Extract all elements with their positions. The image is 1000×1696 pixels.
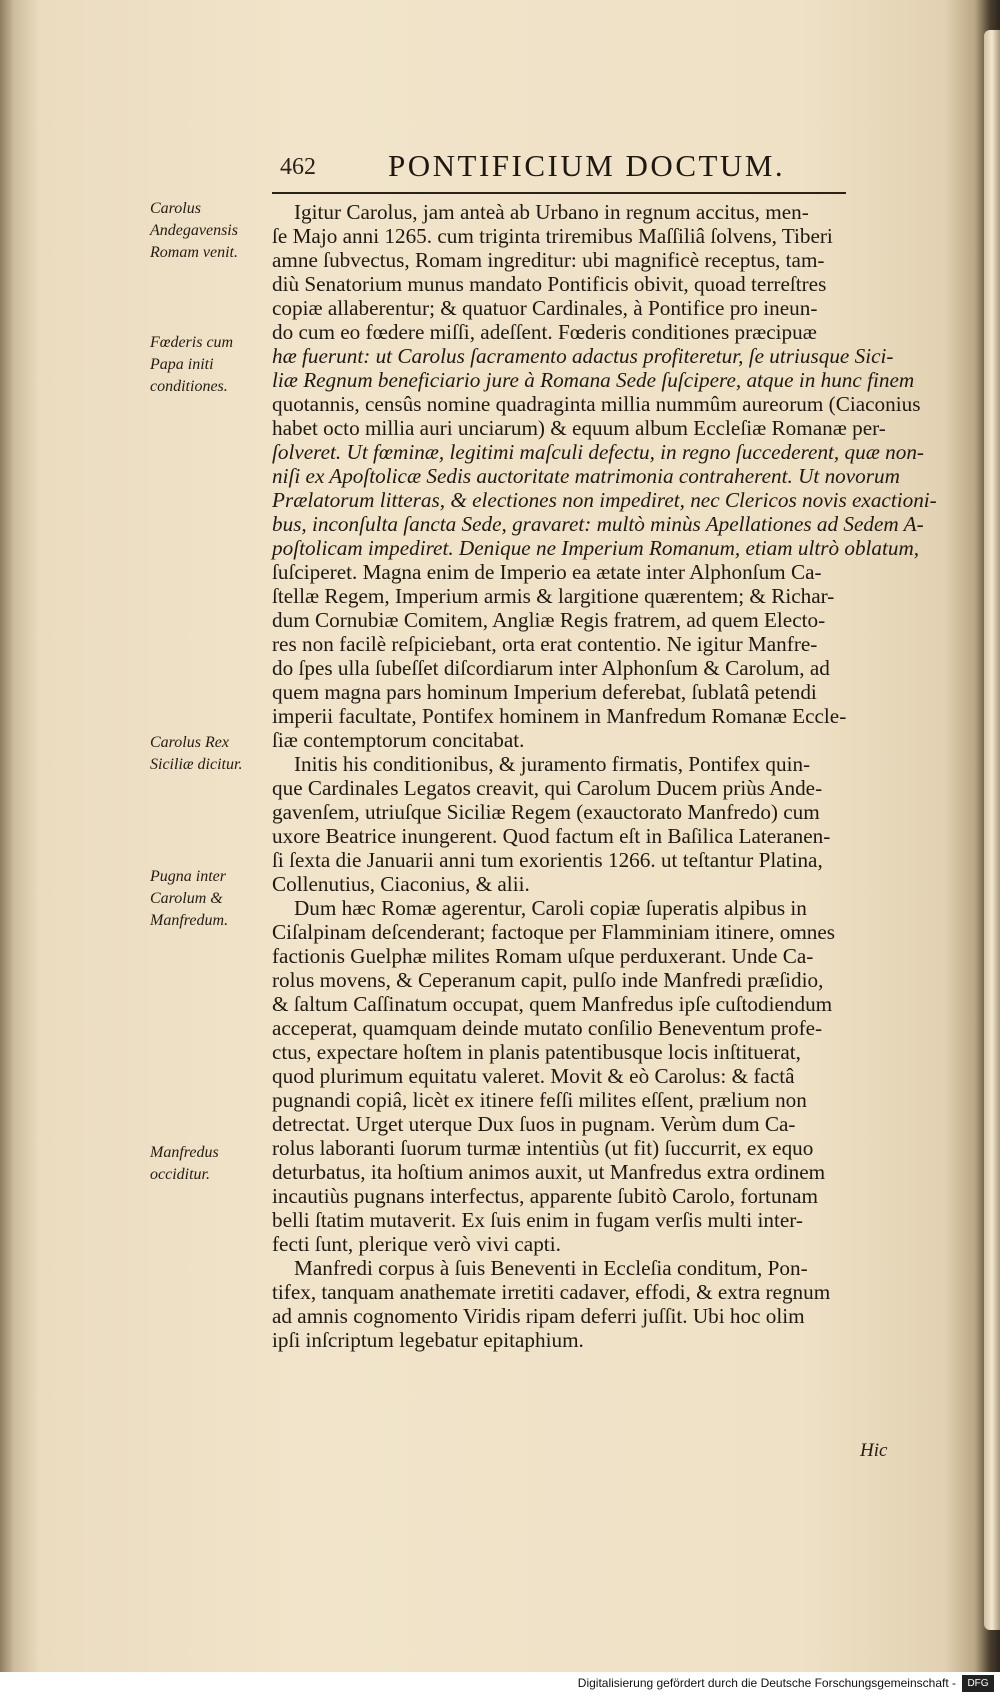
- text-line: do ſpes ulla ſubeſſet diſcordiarum inter Alphonſum & Carolum, ad: [272, 656, 830, 680]
- margin-notes: [150, 198, 265, 1298]
- text-line: diù Senatorium munus mandato Pontificis obivit, quoad terreſtres: [272, 272, 827, 296]
- text-line: & ſaltum Caſſinatum occupat, quem Manfredus ipſe cuſtodiendum: [272, 992, 833, 1016]
- text-line: que Cardinales Legatos creavit, qui Carolum Ducem priùs Ande-: [272, 776, 823, 800]
- text-line: Manfredi corpus à ſuis Beneventi in Eccleſia conditum, Pon-: [294, 1256, 808, 1280]
- text-line: uxore Beatrice inungerent. Quod factum eſt in Baſilica Lateranen-: [272, 824, 831, 848]
- text-line: quem magna pars hominum Imperium deferebat, ſublatâ petendi: [272, 680, 817, 704]
- text-line: quotannis, censûs nomine quadraginta millia nummûm aureorum (Ciaconius: [272, 392, 921, 416]
- text-line: ſiæ contemptorum concitabat.: [272, 728, 525, 752]
- text-line: Ciſalpinam deſcenderant; factoque per Flamminiam itinere, omnes: [272, 920, 836, 944]
- text-line: copiæ allaberentur; & quatuor Cardinales, à Pontifice pro ineun-: [272, 296, 818, 320]
- next-page-edge: [984, 30, 1000, 1630]
- text-line: pugnandi copiâ, licèt ex itinere feſſi milites eſſent, prælium non: [272, 1088, 807, 1112]
- text-line: Initis his conditionibus, & juramento firmatis, Pontifex quin-: [294, 752, 811, 776]
- margin-note: Pugna inter Carolum & Manfredum.: [150, 868, 229, 929]
- text-line: ctus, expectare hoſtem in planis patentibusque locis inſtituerat,: [272, 1040, 801, 1064]
- text-line: liæ Regnum beneficiario jure à Romana Sede ſuſcipere, atque in hunc finem: [272, 368, 915, 392]
- text-line: Prælatorum litteras, & electiones non impediret, nec Clericos novis exactioni-: [272, 488, 937, 512]
- text-line: poſtolicam impediret. Denique ne Imperium Romanum, etiam ultrò oblatum,: [272, 536, 920, 560]
- text-line: incautiùs pugnans interfectus, apparente ſubitò Carolo, fortunam: [272, 1184, 819, 1208]
- text-line: imperii facultate, Pontifex hominem in Manfredum Romanæ Eccle-: [272, 704, 847, 728]
- text-line: Dum hæc Romæ agerentur, Caroli copiæ ſuperatis alpibus in: [294, 896, 807, 920]
- text-line: habet octo millia auri unciarum) & equum album Eccleſiæ Romanæ per-: [272, 416, 886, 440]
- text-line: dum Cornubiæ Comitem, Angliæ Regis fratrem, ad quem Electo-: [272, 608, 826, 632]
- text-line: ſolveret. Ut fœminæ, legitimi maſculi defectu, in regno ſuccederent, quæ non-: [272, 440, 924, 464]
- text-line: gavenſem, utriuſque Siciliæ Regem (exauctorato Manfredo) cum: [272, 800, 820, 824]
- body-text: [272, 198, 937, 1418]
- text-line: factionis Guelphæ milites Romam uſque perduxerant. Unde Ca-: [272, 944, 814, 968]
- text-line: hæ fuerunt: ut Carolus ſacramento adactus profiteretur, ſe utriusque Sici-: [272, 344, 894, 368]
- running-head: PONTIFICIUM DOCTUM.: [388, 148, 786, 183]
- text-line: quod plurimum equitatu valeret. Movit & eò Carolus: & factâ: [272, 1064, 795, 1088]
- text-line: res non facilè reſpiciebant, orta erat contentio. Ne igitur Manfre-: [272, 632, 818, 656]
- text-line: rolus laboranti ſuorum turmæ intentiùs (ut fit) ſuccurrit, ex equo: [272, 1136, 814, 1160]
- margin-note: Manfredus occiditur.: [150, 1144, 219, 1183]
- text-line: fecti ſunt, plerique verò vivi capti.: [272, 1232, 561, 1256]
- dfg-logo: DFG: [962, 1675, 994, 1692]
- text-line: tifex, tanquam anathemate irretiti cadaver, effodi, & extra regnum: [272, 1280, 831, 1304]
- page-number: 462: [280, 154, 316, 180]
- catchword: Hic: [860, 1440, 888, 1461]
- margin-note: Carolus Rex Siciliæ dicitur.: [150, 734, 243, 773]
- page-header: [270, 148, 850, 192]
- footer-credit: Digitalisierung gefördert durch die Deutsche Forschungsgemeinschaft -: [577, 1676, 956, 1690]
- text-line: ſe Majo anni 1265. cum triginta triremibus Maſſiliâ ſolvens, Tiberi: [272, 224, 833, 248]
- text-line: ad amnis cognomento Viridis ripam deferri juſſit. Ubi hoc olim: [272, 1304, 805, 1328]
- text-line: do cum eo fœdere miſſi, adeſſent. Fœderis conditiones præcipuæ: [272, 320, 817, 344]
- text-line: ipſi inſcriptum legebatur epitaphium.: [272, 1328, 584, 1352]
- text-line: ſuſciperet. Magna enim de Imperio ea ætate inter Alphonſum Ca-: [272, 560, 822, 584]
- text-line: acceperat, quamquam deinde mutato conſilio Beneventum profe-: [272, 1016, 823, 1040]
- text-line: amne ſubvectus, Romam ingreditur: ubi magnificè receptus, tam-: [272, 248, 825, 272]
- text-line: rolus movens, & Ceperanum capit, pulſo inde Manfredi præſidio,: [272, 968, 824, 992]
- text-line: detrectat. Urget uterque Dux ſuos in pugnam. Verùm dum Ca-: [272, 1112, 796, 1136]
- digitization-footer: [0, 1672, 1000, 1696]
- text-line: niſi ex Apoſtolicæ Sedis auctoritate matrimonia contraherent. Ut novorum: [272, 464, 900, 488]
- text-line: Igitur Carolus, jam anteà ab Urbano in regnum accitus, men-: [294, 200, 809, 224]
- header-rule: [272, 192, 846, 194]
- text-line: belli ſtatim mutaverit. Ex ſuis enim in fugam verſis multi inter-: [272, 1208, 803, 1232]
- text-line: bus, inconſulta ſancta Sede, gravaret: multò minùs Apellationes ad Sedem A-: [272, 512, 924, 536]
- text-line: deturbatus, ita hoſtium animos auxit, ut Manfredus extra ordinem: [272, 1160, 826, 1184]
- margin-note: Carolus Andegavensis Romam venit.: [150, 200, 238, 261]
- text-line: ſtellæ Regem, Imperium armis & largitione quærentem; & Richar-: [272, 584, 835, 608]
- text-line: ſi ſexta die Januarii anni tum exorientis 1266. ut teſtantur Platina,: [272, 848, 823, 872]
- text-line: Collenutius, Ciaconius, & alii.: [272, 872, 530, 896]
- margin-note: Fœderis cum Papa initi conditiones.: [150, 334, 234, 395]
